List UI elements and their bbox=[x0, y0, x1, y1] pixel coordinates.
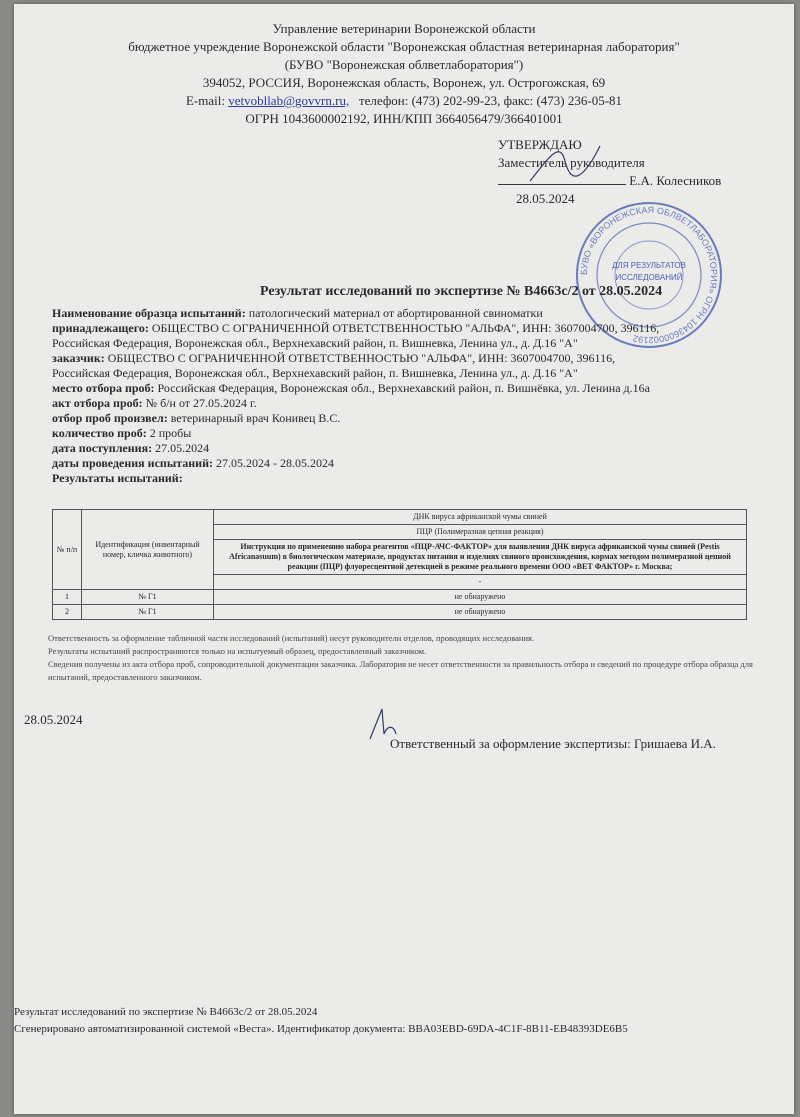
note: Результаты испытаний распространяются только на испытуемый образец, предоставленный заказчиком. bbox=[48, 646, 427, 656]
field-label: акт отбора проб: bbox=[52, 396, 143, 410]
field-label: Наименование образца испытаний: bbox=[52, 306, 246, 320]
field-value: ветеринарный врач Конивец В.С. bbox=[170, 411, 341, 425]
table-row bbox=[53, 605, 747, 620]
field-label: дата поступления: bbox=[52, 441, 153, 455]
norm-cell: - bbox=[214, 575, 747, 590]
sign-date: 28.05.2024 bbox=[24, 712, 83, 727]
header-line: 394052, РОССИЯ, Воронежская область, Воронеж, ул. Острогожская, 69 bbox=[202, 75, 606, 90]
footer bbox=[14, 1004, 628, 1038]
field-label: заказчик: bbox=[52, 351, 105, 365]
field-label: Результаты испытаний: bbox=[52, 471, 183, 485]
field-row bbox=[52, 441, 659, 456]
notes bbox=[48, 632, 758, 684]
header-line: Управление ветеринарии Воронежской области bbox=[272, 21, 536, 36]
page-title: Результат исследований по экспертизе № В4663с/2 от 28.05.2024 bbox=[260, 284, 663, 299]
note: Сведения получены из акта отбора проб, сопроводительной документации заказчика. Лаборатория не несет ответственности за правильность отбора и сведений по процедуре отбора образца для испытаний, предоставленного заказчиком. bbox=[48, 659, 753, 682]
method-header: ПЦР (Полимеразная цепная реакция) bbox=[214, 525, 747, 540]
field-label: отбор проб произвел: bbox=[52, 411, 168, 425]
field-row bbox=[52, 426, 659, 441]
header-line: бюджетное учреждение Воронежской области "Воронежская областная ветеринарная лаборатория" bbox=[128, 39, 680, 54]
field-label: место отбора проб: bbox=[52, 381, 155, 395]
field-value: ОБЩЕСТВО С ОГРАНИЧЕННОЙ ОТВЕТСТВЕННОСТЬЮ "АЛЬФА", ИНН: 3607004700, 396116, bbox=[151, 321, 660, 335]
results-table bbox=[52, 509, 747, 620]
standard-header: Инструкция по применению набора реагентов «ПЦР-АЧС-ФАКТОР» для выявления ДНК вируса африканской чумы свиней (Pestis Africanasuum) в биологическом материале, продуктах питания и изделиях свиного происхождения, кормах методом полимеразной цепной реакции (ПЦР) флуоресцентной детекцией в режиме реального времени ООО «ВЕТ ФАКТОР» г. Москва; bbox=[214, 540, 747, 575]
footer-line: Результат исследований по экспертизе № В4663с/2 от 28.05.2024 bbox=[14, 1006, 318, 1018]
field-value: ОБЩЕСТВО С ОГРАНИЧЕННОЙ ОТВЕТСТВЕННОСТЬЮ "АЛЬФА", ИНН: 3607004700, 396116, bbox=[107, 351, 616, 365]
field-value: Российская Федерация, Воронежская обл., Верхнехавский район, п. Вишневка, Ленина ул., д. Д.16 "А" bbox=[52, 366, 578, 380]
field-row bbox=[52, 396, 659, 411]
svg-text:ИССЛЕДОВАНИЙ: ИССЛЕДОВАНИЙ bbox=[615, 273, 683, 282]
row-number: 1 bbox=[53, 590, 82, 605]
responsible-person: Ответственный за оформление экспертизы: Гришаева И.А. bbox=[390, 736, 716, 751]
row-result: не обнаружено bbox=[214, 605, 747, 620]
svg-text:БУВО «ВОРОНЕЖСКАЯ ОБЛВЕТЛАБОРА: БУВО «ВОРОНЕЖСКАЯ ОБЛВЕТЛАБОРАТОРИЯ» ОГРН 1043600002192 bbox=[578, 204, 720, 346]
field-label: даты проведения испытаний: bbox=[52, 456, 213, 470]
table-row bbox=[53, 590, 747, 605]
note: Ответственность за оформление табличной части исследований (испытаний) несут руководители отделов, проводящих исследования. bbox=[48, 633, 535, 643]
row-result: не обнаружено bbox=[214, 590, 747, 605]
approval-name: Е.А. Колесников bbox=[629, 173, 722, 188]
approval-label: УТВЕРЖДАЮ bbox=[498, 137, 582, 152]
approval-date: 28.05.2024 bbox=[516, 191, 575, 206]
field-label: количество проб: bbox=[52, 426, 147, 440]
field-row bbox=[52, 351, 659, 366]
header-line: (БУВО "Воронежская облветлаборатория") bbox=[284, 57, 524, 72]
field-row bbox=[52, 411, 659, 426]
svg-text:ДЛЯ РЕЗУЛЬТАТОВ: ДЛЯ РЕЗУЛЬТАТОВ bbox=[612, 261, 686, 270]
row-number: 2 bbox=[53, 605, 82, 620]
col-number-header: № п/п bbox=[53, 510, 82, 590]
footer-line: Сгенерировано автоматизированной системой «Веста». Идентификатор документа: BBA03EBD-69DA-4C1F-8B11-EB48393DE6B5 bbox=[14, 1023, 628, 1035]
contacts-line bbox=[14, 92, 794, 110]
field-label: принадлежащего: bbox=[52, 321, 149, 335]
field-row bbox=[52, 321, 659, 336]
field-value: Российская Федерация, Воронежская обл., Верхнехавский район, п. Вишнёвка, ул. Ленина д.16а bbox=[157, 381, 650, 395]
field-row bbox=[52, 381, 659, 396]
indicator-header: ДНК вируса африканской чумы свиней bbox=[214, 510, 747, 525]
letterhead bbox=[14, 20, 794, 128]
approval-position: Заместитель руководителя bbox=[498, 155, 645, 170]
field-value: 27.05.2024 - 28.05.2024 bbox=[215, 456, 334, 470]
email-label: E-mail: bbox=[185, 93, 225, 108]
field-row bbox=[52, 336, 659, 351]
field-value: № б/н от 27.05.2024 г. bbox=[145, 396, 257, 410]
row-id: № Г1 bbox=[82, 590, 214, 605]
field-row bbox=[52, 306, 659, 321]
document-page bbox=[14, 4, 794, 1114]
field-value: 2 пробы bbox=[149, 426, 192, 440]
field-value: 27.05.2024 bbox=[155, 441, 210, 455]
col-id-header: Идентификация (инвентарный номер, кличка животного) bbox=[82, 510, 214, 590]
email-link[interactable]: vetvobllab@govvrn.ru, bbox=[228, 93, 350, 108]
sample-info bbox=[52, 306, 659, 486]
row-id: № Г1 bbox=[82, 605, 214, 620]
approval-signature bbox=[520, 136, 610, 196]
header-line: ОГРН 1043600002192, ИНН/КПП 3664056479/366401001 bbox=[245, 111, 563, 126]
field-row bbox=[52, 471, 659, 486]
field-row bbox=[52, 366, 659, 381]
phones: телефон: (473) 202-99-23, факс: (473) 236-05-81 bbox=[358, 93, 623, 108]
field-row bbox=[52, 456, 659, 471]
field-value: Российская Федерация, Воронежская обл., Верхнехавский район, п. Вишневка, Ленина ул., д. Д.16 "А" bbox=[52, 336, 578, 350]
field-value: патологический материал от абортированной свиноматки bbox=[248, 306, 543, 320]
